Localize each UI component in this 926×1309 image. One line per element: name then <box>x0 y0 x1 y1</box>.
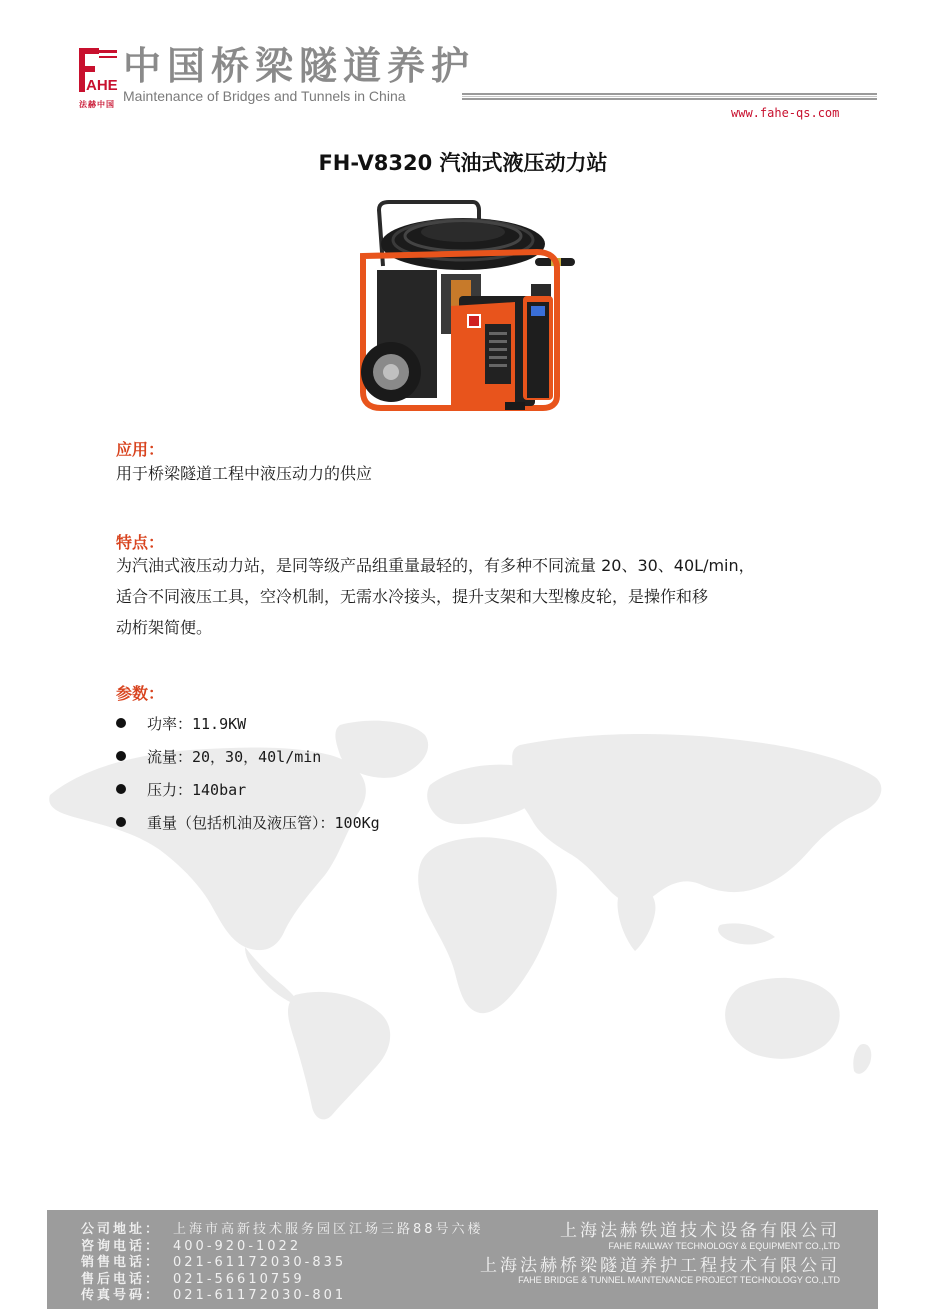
bullet-icon <box>116 718 126 728</box>
header-rule <box>462 93 877 100</box>
header-title-en: Maintenance of Bridges and Tunnels in China <box>123 88 406 104</box>
features-text <box>116 550 816 643</box>
world-map-watermark <box>40 715 890 1125</box>
footer-contacts <box>81 1222 484 1305</box>
logo-caption: 法赫中国 <box>79 100 115 109</box>
bullet-icon <box>116 751 126 761</box>
document-title: FH-V8320 汽油式液压动力站 <box>318 151 608 175</box>
contact-address: 公司地址： 上海市高新技术服务园区江场三路88号六楼 <box>81 1222 484 1237</box>
company1-name-cn: 上海法赫铁道技术设备有限公司 <box>560 1221 840 1241</box>
application-text: 用于桥梁隧道工程中液压动力的供应 <box>116 464 373 483</box>
website-url[interactable]: www.fahe-qs.com <box>731 106 840 120</box>
contact-fax: 传真号码： 021-61172030-801 <box>81 1288 347 1303</box>
features-line: 动桁架简便。 <box>116 618 213 637</box>
fahe-logo <box>77 44 119 106</box>
params-heading: 参数： <box>116 684 165 703</box>
contact-inquiry: 咨询电话： 400-920-1022 <box>81 1238 302 1254</box>
param-item-weight: 重量（包括机油及液压管）：100Kg <box>116 812 380 833</box>
bullet-icon <box>116 817 126 827</box>
contact-service: 售后电话： 021-56610759 <box>81 1271 305 1287</box>
company1-name-en: FAHE RAILWAY TECHNOLOGY & EQUIPMENT CO.,LTD <box>608 1241 840 1251</box>
param-item-flow: 流量：20，30，40l/min <box>116 746 321 767</box>
bullet-icon <box>116 784 126 794</box>
header-title-cn: 中国桥梁隧道养护 <box>123 44 476 88</box>
features-line: 为汽油式液压动力站，是同等级产品组重量最轻的，有多种不同流量 20、30、40L/min， <box>116 556 755 575</box>
features-heading: 特点： <box>116 533 165 552</box>
contact-sales: 销售电话： 021-61172030-835 <box>81 1255 347 1270</box>
param-item-power: 功率：11.9KW <box>116 713 246 734</box>
features-line: 适合不同液压工具，空冷机制，无需水冷接头，提升支架和大型橡皮轮，是操作和移 <box>116 587 709 606</box>
company2-name-en: FAHE BRIDGE & TUNNEL MAINTENANCE PROJECT TECHNOLOGY CO.,LTD <box>518 1275 840 1285</box>
param-item-pressure: 压力：140bar <box>116 779 246 800</box>
svg-text:AHE: AHE <box>86 77 118 94</box>
application-heading: 应用： <box>116 440 165 459</box>
hydraulic-power-station-image <box>355 196 589 422</box>
company2-name-cn: 上海法赫桥梁隧道养护工程技术有限公司 <box>480 1256 840 1276</box>
